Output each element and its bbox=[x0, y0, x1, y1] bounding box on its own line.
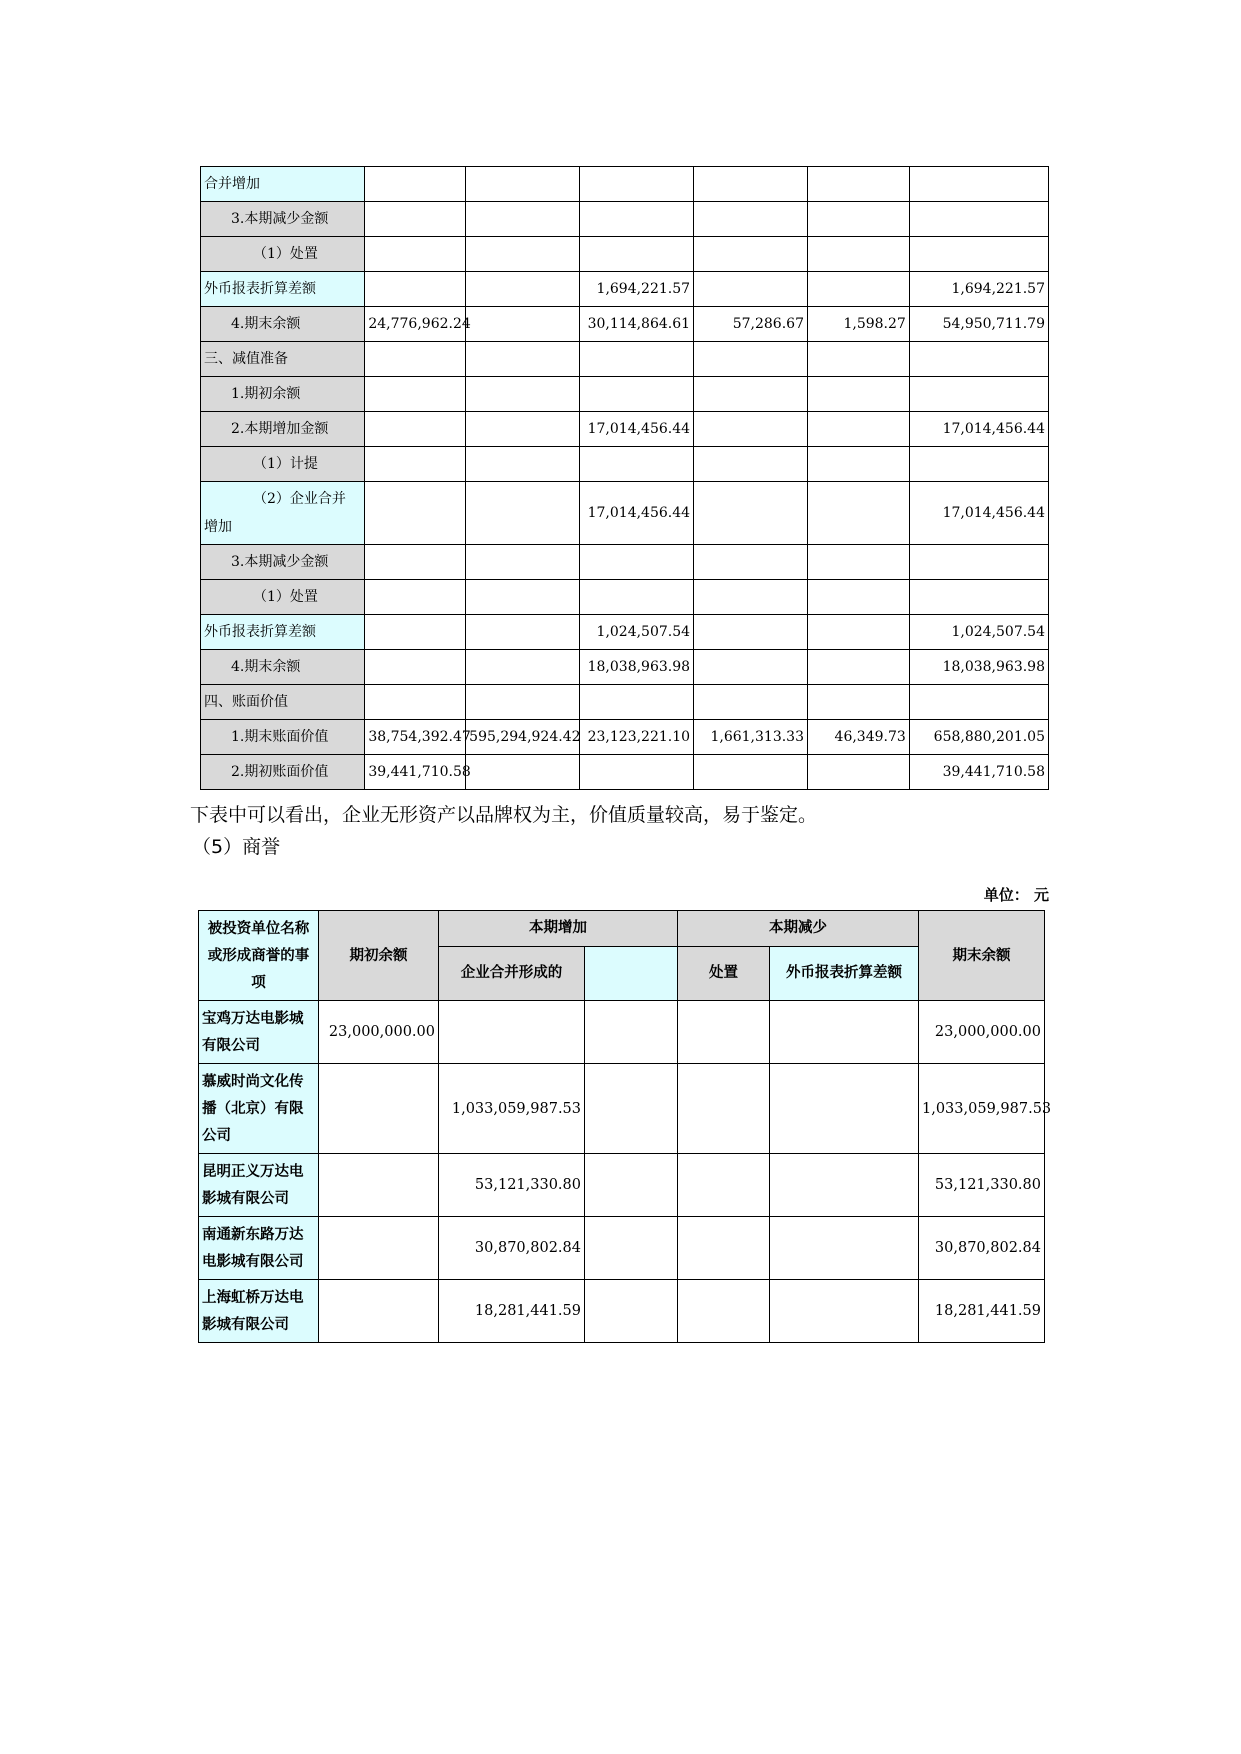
value-cell-inc-other bbox=[585, 1280, 678, 1343]
value-cell bbox=[807, 447, 909, 482]
value-cell-fx bbox=[770, 1280, 919, 1343]
row-label bbox=[201, 482, 365, 545]
value-cell bbox=[807, 342, 909, 377]
value-cell bbox=[466, 580, 580, 615]
investee-name-line: 上海虹桥万达电 bbox=[202, 1289, 304, 1306]
unit-label: 单位： 元 bbox=[983, 886, 1049, 904]
row-label: 4.期末余额 bbox=[201, 650, 365, 685]
value-cell bbox=[466, 202, 580, 237]
value-cell bbox=[580, 755, 694, 790]
investee-name-line: 慕威时尚文化传 bbox=[202, 1073, 304, 1090]
value-cell-merger: 53,121,330.80 bbox=[439, 1154, 585, 1217]
value-cell: 1,661,313.33 bbox=[694, 720, 808, 755]
value-cell-opening bbox=[319, 1280, 439, 1343]
value-cell: 658,880,201.05 bbox=[909, 720, 1048, 755]
value-cell bbox=[694, 377, 808, 412]
row-label: 4.期末余额 bbox=[201, 307, 365, 342]
value-cell bbox=[807, 755, 909, 790]
value-cell bbox=[909, 580, 1048, 615]
value-cell: 1,024,507.54 bbox=[909, 615, 1048, 650]
investee-name-line: 宝鸡万达电影城 bbox=[202, 1010, 304, 1027]
value-cell bbox=[694, 650, 808, 685]
value-cell: 23,123,221.10 bbox=[580, 720, 694, 755]
value-cell bbox=[365, 482, 466, 545]
investee-name-line: 播（北京）有限 bbox=[202, 1100, 304, 1117]
value-cell bbox=[694, 237, 808, 272]
value-cell bbox=[365, 377, 466, 412]
value-cell-fx bbox=[770, 1064, 919, 1154]
value-cell bbox=[694, 685, 808, 720]
value-cell: 17,014,456.44 bbox=[580, 482, 694, 545]
value-cell bbox=[466, 545, 580, 580]
value-cell bbox=[694, 412, 808, 447]
header-investee-name bbox=[199, 911, 319, 1001]
value-cell-inc-other bbox=[585, 1001, 678, 1064]
header-name-line: 被投资单位名称 bbox=[207, 920, 310, 937]
table-row bbox=[201, 580, 1049, 615]
investee-name-line: 电影城有限公司 bbox=[202, 1253, 304, 1270]
value-cell bbox=[365, 342, 466, 377]
value-cell bbox=[694, 272, 808, 307]
row-label: 外币报表折算差额 bbox=[201, 272, 365, 307]
table-row bbox=[201, 412, 1049, 447]
value-cell-inc-other bbox=[585, 1154, 678, 1217]
value-cell bbox=[466, 307, 580, 342]
value-cell: 54,950,711.79 bbox=[909, 307, 1048, 342]
value-cell: 46,349.73 bbox=[807, 720, 909, 755]
value-cell bbox=[694, 202, 808, 237]
table-row bbox=[199, 1064, 1045, 1154]
value-cell bbox=[365, 685, 466, 720]
value-cell bbox=[466, 615, 580, 650]
value-cell: 17,014,456.44 bbox=[909, 482, 1048, 545]
table-row bbox=[201, 237, 1049, 272]
investee-name-line: 有限公司 bbox=[202, 1037, 260, 1054]
value-cell bbox=[807, 272, 909, 307]
value-cell bbox=[807, 237, 909, 272]
value-cell-inc-other bbox=[585, 1217, 678, 1280]
value-cell bbox=[365, 237, 466, 272]
value-cell-opening bbox=[319, 1217, 439, 1280]
value-cell bbox=[365, 545, 466, 580]
value-cell bbox=[365, 447, 466, 482]
value-cell bbox=[807, 685, 909, 720]
value-cell-fx bbox=[770, 1154, 919, 1217]
row-label: （1）处置 bbox=[201, 237, 365, 272]
intangible-assets-table bbox=[200, 166, 1049, 790]
goodwill-table-body bbox=[199, 1001, 1052, 1343]
value-cell bbox=[807, 482, 909, 545]
value-cell bbox=[466, 272, 580, 307]
table-row bbox=[201, 650, 1049, 685]
header-fx-difference: 外币报表折算差额 bbox=[770, 946, 919, 1000]
value-cell bbox=[365, 202, 466, 237]
value-cell-closing: 30,870,802.84 bbox=[919, 1217, 1045, 1280]
value-cell bbox=[466, 755, 580, 790]
table-row bbox=[201, 272, 1049, 307]
header-increase-other bbox=[585, 946, 678, 1000]
value-cell bbox=[580, 342, 694, 377]
table-row bbox=[199, 1001, 1045, 1064]
value-cell bbox=[580, 167, 694, 202]
investee-name bbox=[199, 1154, 319, 1217]
value-cell bbox=[694, 580, 808, 615]
value-cell bbox=[909, 377, 1048, 412]
goodwill-table-header bbox=[199, 911, 1045, 1001]
value-cell bbox=[365, 650, 466, 685]
value-cell bbox=[909, 237, 1048, 272]
value-cell bbox=[694, 447, 808, 482]
value-cell bbox=[807, 650, 909, 685]
conclusion-paragraph: 下表中可以看出，企业无形资产以品牌权为主，价值质量较高，易于鉴定。 bbox=[190, 804, 818, 826]
investee-name-line: 昆明正义万达电 bbox=[202, 1163, 304, 1180]
row-label: 外币报表折算差额 bbox=[201, 615, 365, 650]
value-cell-merger bbox=[439, 1001, 585, 1064]
value-cell bbox=[909, 202, 1048, 237]
value-cell: 18,038,963.98 bbox=[580, 650, 694, 685]
value-cell bbox=[466, 685, 580, 720]
header-opening-balance: 期初余额 bbox=[319, 911, 439, 1001]
header-period-decrease: 本期减少 bbox=[678, 911, 919, 947]
table-row bbox=[201, 377, 1049, 412]
investee-name bbox=[199, 1001, 319, 1064]
investee-name bbox=[199, 1280, 319, 1343]
table-row bbox=[201, 342, 1049, 377]
row-label: 2.本期增加金额 bbox=[201, 412, 365, 447]
header-closing-balance: 期末余额 bbox=[919, 911, 1045, 1001]
value-cell bbox=[694, 482, 808, 545]
value-cell bbox=[807, 615, 909, 650]
table-row bbox=[201, 545, 1049, 580]
investee-name bbox=[199, 1064, 319, 1154]
value-cell bbox=[909, 342, 1048, 377]
value-cell-opening: 23,000,000.00 bbox=[319, 1001, 439, 1064]
value-cell-opening bbox=[319, 1154, 439, 1217]
value-cell bbox=[909, 167, 1048, 202]
value-cell-closing: 23,000,000.00 bbox=[919, 1001, 1045, 1064]
value-cell bbox=[580, 580, 694, 615]
header-merger-formed: 企业合并形成的 bbox=[439, 946, 585, 1000]
table-row bbox=[201, 447, 1049, 482]
value-cell-merger: 1,033,059,987.53 bbox=[439, 1064, 585, 1154]
value-cell-fx bbox=[770, 1001, 919, 1064]
table-row bbox=[199, 1280, 1045, 1343]
value-cell-closing: 53,121,330.80 bbox=[919, 1154, 1045, 1217]
row-label: 2.期初账面价值 bbox=[201, 755, 365, 790]
value-cell bbox=[580, 377, 694, 412]
value-cell-disposal bbox=[678, 1064, 770, 1154]
goodwill-table bbox=[198, 910, 1052, 1343]
header-name-line: 或形成商誉的事 bbox=[207, 947, 310, 964]
table-row bbox=[201, 482, 1049, 545]
value-cell-closing: 18,281,441.59 bbox=[919, 1280, 1045, 1343]
value-cell bbox=[466, 342, 580, 377]
value-cell: 17,014,456.44 bbox=[909, 412, 1048, 447]
table-row bbox=[201, 307, 1049, 342]
value-cell: 1,694,221.57 bbox=[909, 272, 1048, 307]
value-cell bbox=[580, 237, 694, 272]
value-cell bbox=[580, 447, 694, 482]
value-cell bbox=[807, 167, 909, 202]
header-row-1 bbox=[199, 911, 1045, 947]
value-cell-disposal bbox=[678, 1217, 770, 1280]
value-cell: 24,776,962.24 bbox=[365, 307, 466, 342]
value-cell bbox=[466, 482, 580, 545]
value-cell bbox=[466, 237, 580, 272]
value-cell bbox=[694, 755, 808, 790]
value-cell: 1,694,221.57 bbox=[580, 272, 694, 307]
value-cell bbox=[909, 545, 1048, 580]
row-label: （1）计提 bbox=[201, 447, 365, 482]
value-cell: 1,024,507.54 bbox=[580, 615, 694, 650]
value-cell-disposal bbox=[678, 1280, 770, 1343]
table-row bbox=[199, 1154, 1045, 1217]
table-row bbox=[201, 720, 1049, 755]
value-cell bbox=[365, 580, 466, 615]
value-cell bbox=[466, 412, 580, 447]
row-label: 3.本期减少金额 bbox=[201, 202, 365, 237]
row-label: 四、账面价值 bbox=[201, 685, 365, 720]
value-cell bbox=[365, 272, 466, 307]
value-cell bbox=[807, 202, 909, 237]
value-cell-merger: 30,870,802.84 bbox=[439, 1217, 585, 1280]
row-label: （1）处置 bbox=[201, 580, 365, 615]
header-name-line: 项 bbox=[251, 974, 266, 991]
investee-name-line: 南通新东路万达 bbox=[202, 1226, 304, 1243]
investee-name bbox=[199, 1217, 319, 1280]
value-cell bbox=[807, 377, 909, 412]
value-cell bbox=[694, 545, 808, 580]
row-label-line: 增加 bbox=[204, 519, 232, 535]
row-label: 1.期初余额 bbox=[201, 377, 365, 412]
value-cell bbox=[909, 685, 1048, 720]
intangible-assets-table-body bbox=[201, 167, 1049, 790]
value-cell-inc-other bbox=[585, 1064, 678, 1154]
table-row bbox=[199, 1217, 1045, 1280]
value-cell bbox=[807, 412, 909, 447]
value-cell bbox=[694, 615, 808, 650]
value-cell bbox=[365, 615, 466, 650]
table-row bbox=[201, 615, 1049, 650]
table-row bbox=[201, 167, 1049, 202]
value-cell-closing: 1,033,059,987.53 bbox=[919, 1064, 1045, 1154]
value-cell-opening bbox=[319, 1064, 439, 1154]
investee-name-line: 影城有限公司 bbox=[202, 1190, 289, 1207]
value-cell bbox=[694, 167, 808, 202]
value-cell: 18,038,963.98 bbox=[909, 650, 1048, 685]
value-cell: 17,014,456.44 bbox=[580, 412, 694, 447]
row-label: 三、减值准备 bbox=[201, 342, 365, 377]
value-cell bbox=[466, 377, 580, 412]
table-row bbox=[201, 755, 1049, 790]
row-label-line: （2）企业合并 bbox=[253, 491, 346, 507]
value-cell: 1,598.27 bbox=[807, 307, 909, 342]
investee-name-line: 公司 bbox=[202, 1127, 231, 1144]
value-cell bbox=[694, 342, 808, 377]
header-disposal: 处置 bbox=[678, 946, 770, 1000]
value-cell-disposal bbox=[678, 1154, 770, 1217]
value-cell bbox=[365, 167, 466, 202]
value-cell bbox=[365, 412, 466, 447]
value-cell: 38,754,392.47 bbox=[365, 720, 466, 755]
table-row bbox=[201, 685, 1049, 720]
value-cell: 39,441,710.58 bbox=[365, 755, 466, 790]
investee-name-line: 影城有限公司 bbox=[202, 1316, 289, 1333]
header-period-increase: 本期增加 bbox=[439, 911, 678, 947]
value-cell bbox=[580, 685, 694, 720]
value-cell: 30,114,864.61 bbox=[580, 307, 694, 342]
value-cell bbox=[909, 447, 1048, 482]
value-cell bbox=[466, 447, 580, 482]
value-cell bbox=[466, 650, 580, 685]
value-cell: 39,441,710.58 bbox=[909, 755, 1048, 790]
value-cell bbox=[466, 167, 580, 202]
value-cell bbox=[580, 545, 694, 580]
row-label: 3.本期减少金额 bbox=[201, 545, 365, 580]
value-cell: 57,286.67 bbox=[694, 307, 808, 342]
value-cell bbox=[580, 202, 694, 237]
row-label: 1.期末账面价值 bbox=[201, 720, 365, 755]
value-cell: 595,294,924.42 bbox=[466, 720, 580, 755]
table-row bbox=[201, 202, 1049, 237]
value-cell bbox=[807, 580, 909, 615]
row-label: 合并增加 bbox=[201, 167, 365, 202]
section-title-goodwill: （5）商誉 bbox=[192, 836, 281, 858]
value-cell bbox=[807, 545, 909, 580]
value-cell-fx bbox=[770, 1217, 919, 1280]
value-cell-disposal bbox=[678, 1001, 770, 1064]
value-cell-merger: 18,281,441.59 bbox=[439, 1280, 585, 1343]
